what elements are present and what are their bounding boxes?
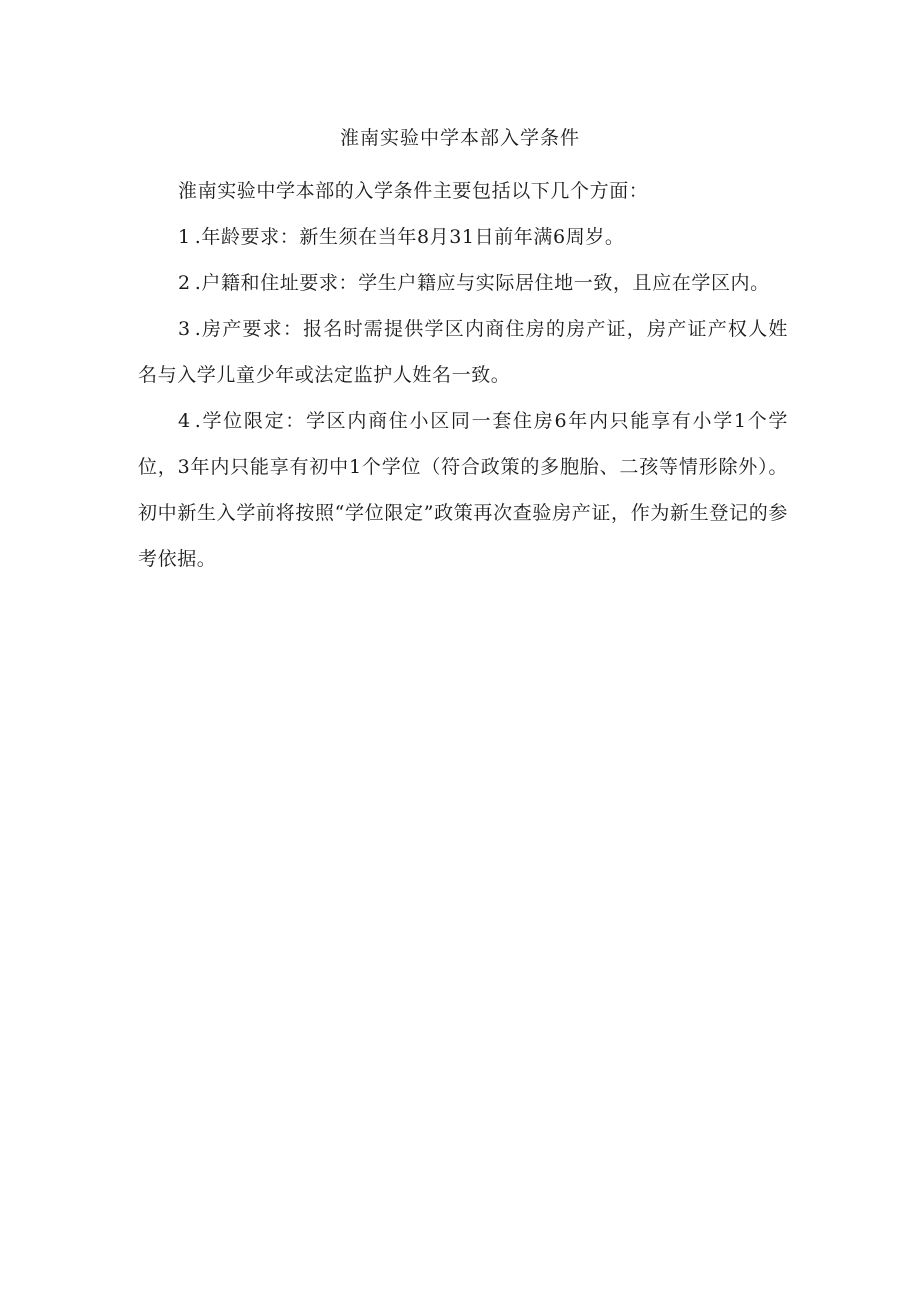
item-number: 3	[178, 318, 191, 340]
intro-paragraph: 淮南实验中学本部的入学条件主要包括以下几个方面：	[178, 180, 649, 202]
item-text: .户籍和住址要求：学生户籍应与实际居住地一致，且应在学区内。	[194, 272, 770, 294]
requirement-item-age	[138, 214, 788, 260]
requirement-item-residence	[138, 260, 788, 306]
document-title: 淮南实验中学本部入学条件	[339, 127, 580, 149]
item-text: .房产要求：报名时需提供学区内商住房的房产证，房产证产权人姓名与入学儿童少年或法定监护人姓名一致。	[138, 318, 788, 386]
item-text: .年龄要求：新生须在当年8月31日前年满6周岁。	[194, 226, 625, 248]
item-text: .学位限定：学区内商住小区同一套住房6年内只能享有小学1个学位，3年内只能享有初中1个学位（符合政策的多胞胎、二孩等情形除外）。初中新生入学前将按照“学位限定”政策再次查验房产证，作为新生登记的参考依据。	[138, 410, 788, 570]
requirement-item-property	[138, 306, 788, 398]
requirement-item-quota	[138, 398, 788, 582]
item-number: 2	[178, 272, 191, 294]
item-number: 4	[178, 410, 191, 432]
document-body	[138, 168, 788, 582]
item-number: 1	[178, 226, 191, 248]
